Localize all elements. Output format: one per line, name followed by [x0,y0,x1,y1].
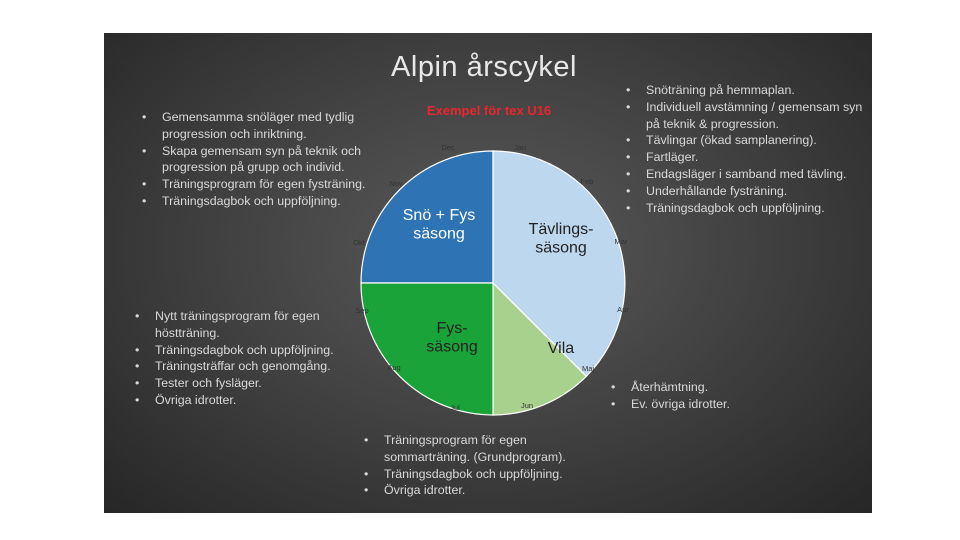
list-item: • Träningsprogram för egen sommarträning. (Grundprogram). [364,432,579,466]
season-label: Vila [547,340,575,357]
month-label-feb: Feb [580,177,594,186]
month-label-jul: Jul [450,403,460,412]
list-item: • Endagsläger i samband med tävling. [626,166,866,183]
list-summer [364,432,579,499]
month-label-mar: Mar [614,237,628,246]
season-label: Snö + Fys säsong [402,207,476,243]
month-label-aug: Aug [387,363,401,372]
list-item: • Skapa gemensam syn på teknik och progression på grupp och individ. [142,143,367,177]
list-item: • Tävlingar (ökad samplanering). [626,132,866,149]
list-item: • Fartläger. [626,149,866,166]
list-rest-season [611,379,781,413]
list-item: • Träningsdagbok och uppföljning. [626,200,866,217]
list-item: • Tester och fysläger. [135,375,345,392]
list-item: • Ev. övriga idrotter. [611,396,781,413]
list-item: • Återhämtning. [611,379,781,396]
list-competition-season [626,82,866,216]
list-item: • Individuell avstämning / gemensam syn på teknik & progression. [626,99,866,133]
list-item: • Träningsdagbok och uppföljning. [135,342,345,359]
list-item: • Övriga idrotter. [135,392,345,409]
month-label-apr: Apr [617,305,629,314]
season-label: Tävlings-säsong [528,221,594,257]
month-label-nov: Nov [389,179,403,188]
month-label-jun: Jun [520,401,534,410]
list-item: • Nytt träningsprogram för egen höstträning. [135,308,345,342]
slide-subtitle: Exempel för tex U16 [426,103,552,118]
list-item: • Träningsträffar och genomgång. [135,358,345,375]
slide-title: Alpin årscykel [391,51,577,83]
slide [104,33,872,513]
month-label-sep: Sep [355,306,369,315]
list-item: • Träningsdagbok och uppföljning. [364,466,579,483]
month-label-okt: Okt [353,238,365,247]
list-item: • Gemensamma snöläger med tydlig progression och inriktning. [142,109,367,143]
list-fys-season [135,308,345,409]
list-item: • Övriga idrotter. [364,482,579,499]
list-item: • Underhållande fysträning. [626,183,866,200]
month-label-dec: Dec [441,143,455,152]
list-item: • Snöträning på hemmaplan. [626,82,866,99]
season-label: Fys-säsong [426,320,478,356]
list-snow-season [142,109,367,210]
month-label-maj: Maj [581,364,595,373]
list-item: • Träningsdagbok och uppföljning. [142,193,367,210]
list-item: • Träningsprogram för egen fysträning. [142,176,367,193]
month-label-jan: Jan [513,143,527,152]
